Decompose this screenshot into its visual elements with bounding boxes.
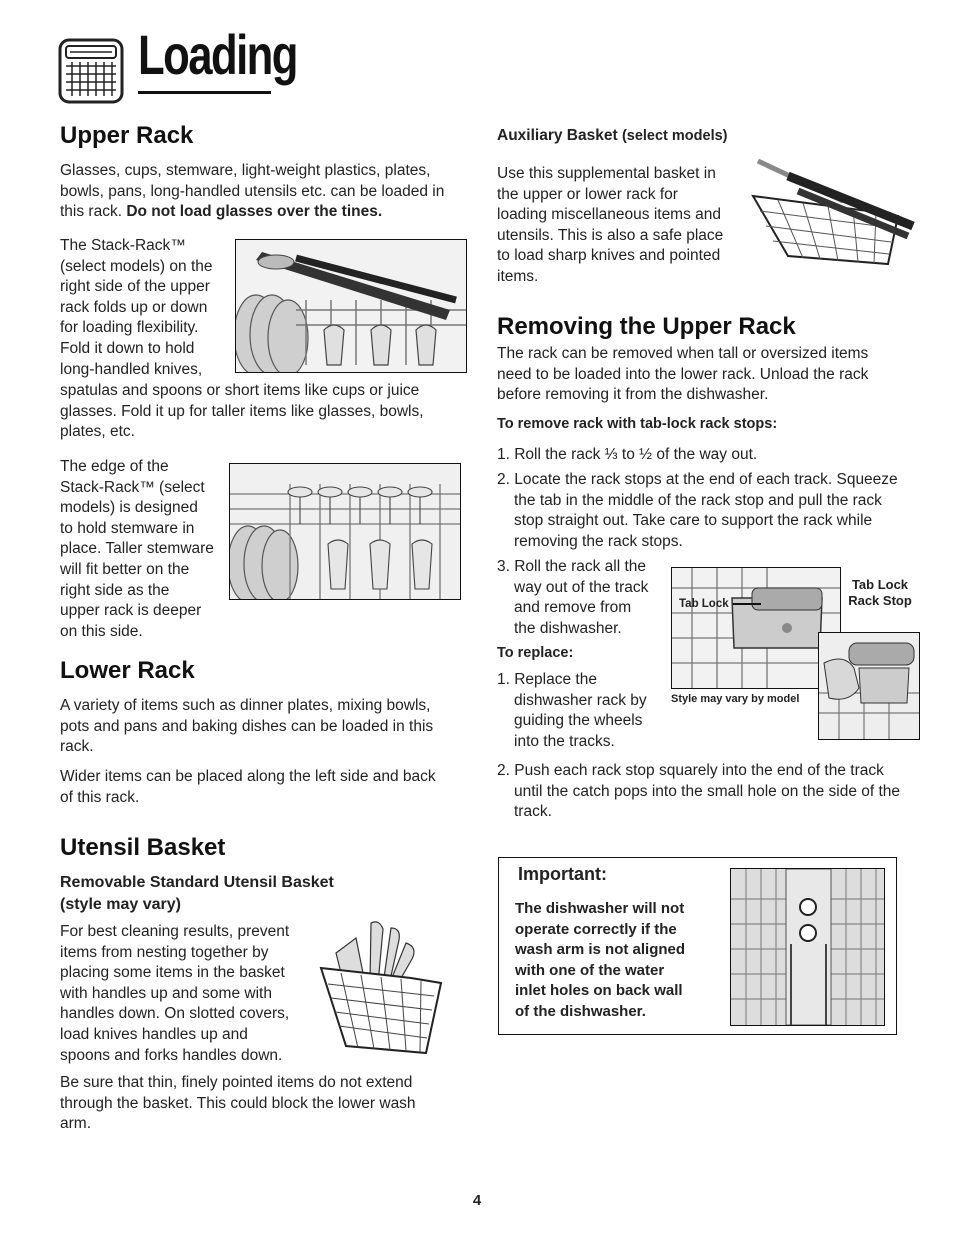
- replace-step-1: 1. Replace the dishwasher rack by guiding the wheels into the tracks.: [497, 671, 647, 750]
- stemware-rack-illustration: [229, 463, 461, 600]
- dishwasher-logo-icon: [58, 38, 124, 104]
- lower-rack-heading: Lower Rack: [60, 657, 195, 684]
- page-title: Loading: [138, 23, 297, 86]
- utensil-basket-heading: Utensil Basket: [60, 834, 226, 861]
- lower-rack-text-1: A variety of items such as dinner plates, mixing bowls, pots and pans and baking dishes can be loaded in this rack.: [60, 697, 434, 756]
- replace-step-2: 2. Push each rack stop squarely into the end of the track until the catch pops into the small hole on the side of the track.: [497, 762, 901, 821]
- stack-rack-text-cont: spatulas and spoons or short items like cups or juice glasses. Fold it up for taller items like glasses, bowls, plates, etc.: [60, 382, 424, 441]
- figure-caption: Style may vary by model: [671, 693, 800, 705]
- auxiliary-basket-heading: Auxiliary Basket (select models): [497, 127, 728, 144]
- auxiliary-basket-illustration: [748, 156, 918, 268]
- stack-rack-text: The Stack-Rack™ (select models) on the right side of the upper rack folds up or down for loading flexibility. Fold it down to hold long-handled knives,: [60, 237, 213, 378]
- wash-arm-illustration: [730, 868, 885, 1026]
- tab-lock-illustration: [671, 567, 841, 689]
- tab-lock-rack-stop-label: Tab Lock Rack Stop: [848, 577, 912, 608]
- utensil-basket-subheading: Removable Standard Utensil Basket (style may vary): [60, 874, 334, 913]
- remove-instructions-heading: To remove rack with tab-lock rack stops:: [497, 416, 778, 432]
- stack-rack-edge-text: The edge of the Stack-Rack™ (select models) is designed to hold stemware in place. Taller stemware will fit better on the right side as the upper rack is deeper on this side.: [60, 458, 214, 640]
- tab-lock-pointer: [733, 603, 761, 605]
- title-underline: [138, 91, 271, 94]
- remove-step-3: 3. Roll the rack all the way out of the track and remove from the dishwasher.: [497, 558, 649, 637]
- page-number: 4: [472, 1192, 482, 1209]
- auxiliary-basket-text: Use this supplemental basket in the upper or lower rack for loading miscellaneous items and utensils. This is also a safe place to load sharp knives and pointed items.: [497, 165, 724, 285]
- utensil-basket-illustration: [316, 918, 448, 1056]
- important-text: The dishwasher will not operate correctly if the wash arm is not aligned with one of the water inlet holes on back wall of the dishwasher.: [515, 900, 686, 1020]
- upper-rack-heading: Upper Rack: [60, 122, 194, 149]
- tab-lock-label: Tab Lock: [679, 598, 729, 610]
- lower-rack-text-2: Wider items can be placed along the left side and back of this rack.: [60, 768, 436, 806]
- stack-rack-illustration: [235, 239, 467, 373]
- important-heading: Important:: [518, 864, 607, 884]
- remove-step-2: 2. Locate the rack stops at the end of each track. Squeeze the tab in the middle of the rack stop and pull the rack stop straight out. Take care to support the rack while removing the rack stops.: [497, 471, 898, 550]
- utensil-basket-text: For best cleaning results, prevent items from nesting together by placing some items in the basket with handles up and some with handles down. On slotted covers, load knives handles up and spoons and forks handles down.: [60, 923, 290, 1064]
- remove-step-1: 1. Roll the rack ⅓ to ½ of the way out.: [497, 446, 758, 463]
- removing-intro: The rack can be removed when tall or oversized items need to be loaded into the lower rack. Unload the rack before removing it from the dishwasher.: [497, 345, 869, 404]
- replace-heading: To replace:: [497, 645, 574, 661]
- utensil-basket-warning: Be sure that thin, finely pointed items do not extend through the basket. This could block the lower wash arm.: [60, 1074, 416, 1133]
- removing-upper-rack-heading: Removing the Upper Rack: [497, 313, 796, 340]
- rack-stop-illustration: [818, 632, 920, 740]
- upper-rack-intro: Glasses, cups, stemware, light-weight plastics, plates, bowls, pans, long-handled utensils etc. can be loaded in this rack. Do not load glasses over the tines.: [60, 162, 445, 221]
